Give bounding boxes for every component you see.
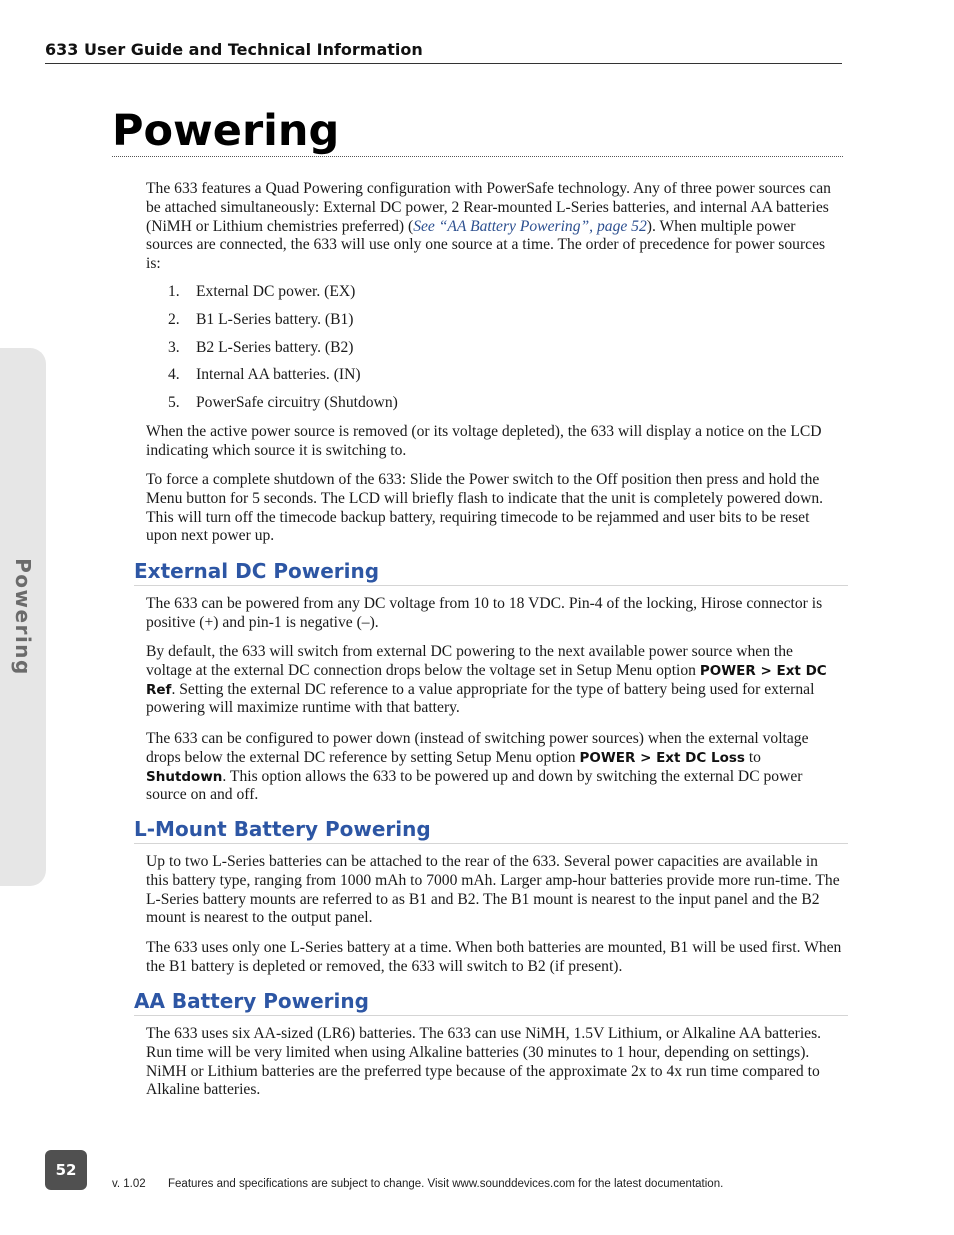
menu-option-ext-dc-ref: POWER > Ext DC Ref	[146, 662, 827, 698]
list-item: 2. B1 L-Series battery. (B1)	[168, 310, 354, 328]
section-heading-external-dc: External DC Powering	[134, 559, 848, 586]
side-tab-label: Powering	[11, 558, 35, 676]
intro-paragraph	[146, 180, 842, 274]
lmount-paragraph-2: The 633 uses only one L-Series battery at a time. When both batteries are mounted, B1 will be used first. When the B1 battery is depleted or removed, the 633 will switch to B2 (if present).	[146, 939, 842, 975]
intro-paragraph-2: When the active power source is removed (or its voltage depleted), the 633 will display a notice on the LCD indicating which source it is switching to.	[146, 423, 822, 459]
list-item: 1. External DC power. (EX)	[168, 283, 356, 300]
lmount-paragraph-1: Up to two L-Series batteries can be attached to the rear of the 633. Several power capacities are available in this battery type, ranging from 1000 mAh to 7000 mAh. Larger amp-hour batteries provide more run-time. The L-Series battery mounts are referred to as B1 and B2. The B1 mount is nearest to the input panel and the B2 mount is nearest to the output panel.	[146, 853, 840, 927]
menu-option-ext-dc-loss: POWER > Ext DC Loss	[579, 749, 745, 766]
intro-text-2: ). When multiple power sources are connected, the 633 will use only one source at a time. The order of precedence for power sources is:	[146, 217, 826, 273]
intro-text-1: The 633 features a Quad Powering configuration with PowerSafe technology. Any of three power sources can be attached simultaneously: External DC power, 2 Rear-mounted L-Series batteries, and internal AA batteries (NiMH or Lithium chemistries preferred) (	[146, 180, 831, 235]
section-heading-lmount: L-Mount Battery Powering	[134, 817, 848, 844]
list-item: 5. PowerSafe circuitry (Shutdown)	[168, 394, 398, 412]
list-item: 4. Internal AA batteries. (IN)	[168, 366, 361, 384]
external-dc-paragraph-1: The 633 can be powered from any DC voltage from 10 to 18 VDC. Pin-4 of the locking, Hirose connector is positive (+) and pin-1 is negative (–).	[146, 595, 823, 631]
external-dc-paragraph-3: The 633 can be configured to power down (instead of switching power sources) when the external voltage drops below the external DC reference by setting Setup Menu option POWER > Ext DC Loss to Shutdown. This option allows the 633 to be powered up and down by switching the external DC power source on and off.	[146, 730, 809, 804]
running-header: 633 User Guide and Technical Information	[45, 40, 842, 64]
footer-version: v. 1.02	[112, 1178, 146, 1190]
power-precedence-list	[168, 283, 398, 422]
section-heading-aa: AA Battery Powering	[134, 989, 848, 1016]
page-title: Powering	[112, 106, 843, 157]
external-dc-paragraph-2: By default, the 633 will switch from external DC powering to the next available power source when the voltage at the external DC connection drops below the voltage set in Setup Menu option POWER > Ext DC Ref. Setting the external DC reference to a value appropriate for the type of battery being used for external powering will maximize runtime with that battery.	[146, 643, 827, 717]
footer-note: Features and specifications are subject to change. Visit www.sounddevices.com for the latest documentation.	[168, 1178, 724, 1190]
intro-paragraph-3: To force a complete shutdown of the 633: Slide the Power switch to the Off position then press and hold the Menu button for 5 seconds. The LCD will briefly flash to indicate that the unit is completely powered down. This will turn off the timecode backup battery, requiring timecode to be rejammed and user bits to be reset upon next power up.	[146, 471, 824, 545]
aa-paragraph-1: The 633 uses six AA-sized (LR6) batteries. The 633 can use NiMH, 1.5V Lithium, or Alkaline AA batteries. Run time will be very limited when using Alkaline batteries (30 minutes to 1 hour, depending on settings). NiMH or Lithium batteries are the preferred type because of the approximate 2x to 4x run time compared to Alkaline batteries.	[146, 1025, 822, 1099]
page-number: 52	[45, 1150, 87, 1190]
footer	[112, 1178, 723, 1190]
aa-battery-crossref-link[interactable]: See “AA Battery Powering”, page 52	[413, 217, 647, 235]
menu-value-shutdown: Shutdown	[146, 768, 223, 785]
list-item: 3. B2 L-Series battery. (B2)	[168, 338, 354, 356]
